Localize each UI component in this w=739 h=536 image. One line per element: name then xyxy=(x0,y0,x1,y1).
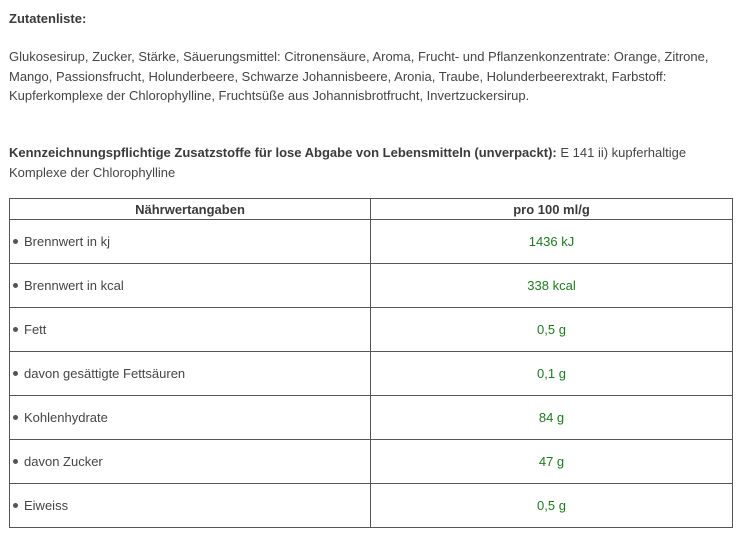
ingredients-title: Zutatenliste: xyxy=(9,11,87,26)
bullet-icon xyxy=(13,283,18,288)
nutrient-label-cell xyxy=(10,352,371,396)
additives-label: Kennzeichnungspflichtige Zusatzstoffe für lose Abgabe von Lebensmitteln (unverpackt): xyxy=(9,145,557,160)
nutrition-header-name: Nährwertangaben xyxy=(10,199,371,220)
nutrient-value: 0,1 g xyxy=(371,352,733,396)
nutrient-label-cell xyxy=(10,396,371,440)
table-row xyxy=(10,440,733,484)
table-row xyxy=(10,396,733,440)
nutrient-label: davon gesättigte Fettsäuren xyxy=(24,366,186,381)
table-row xyxy=(10,352,733,396)
bullet-icon xyxy=(13,415,18,420)
nutrient-label: Brennwert in kj xyxy=(24,234,110,249)
bullet-icon xyxy=(13,371,18,376)
nutrient-label-cell xyxy=(10,264,371,308)
ingredients-text: Glukosesirup, Zucker, Stärke, Säuerungsmittel: Citronensäure, Aroma, Frucht- und Pflanzenkonzentrate: Orange, Zitrone, Mango, Passionsfrucht, Holunderbeere, Schwarze Johannisbeere, Aronia, Traube, Holunderbeerextrakt, Farbstoff: Kupferkomplexe der Chlorophylline, Fruchtsüße aus Johannisbrotfrucht, Invertzuckersirup. xyxy=(9,49,709,103)
nutrition-header-row xyxy=(10,199,733,220)
nutrition-table xyxy=(9,198,733,528)
nutrient-label: Kohlenhydrate xyxy=(24,410,108,425)
bullet-icon xyxy=(13,327,18,332)
nutrient-value: 0,5 g xyxy=(371,484,733,528)
nutrient-label: davon Zucker xyxy=(24,454,103,469)
nutrient-label-cell xyxy=(10,484,371,528)
nutrient-value: 0,5 g xyxy=(371,308,733,352)
nutrient-value: 338 kcal xyxy=(371,264,733,308)
nutrient-label-cell xyxy=(10,308,371,352)
additives-text: E 141 ii) kupferhaltige Komplexe der Chlorophylline xyxy=(9,145,687,180)
table-row xyxy=(10,308,733,352)
nutrient-label: Eiweiss xyxy=(24,498,69,513)
nutrient-label: Fett xyxy=(24,322,47,337)
bullet-icon xyxy=(13,503,18,508)
bullet-icon xyxy=(13,239,18,244)
table-row xyxy=(10,220,733,264)
nutrient-label-cell xyxy=(10,220,371,264)
nutrient-label: Brennwert in kcal xyxy=(24,278,124,293)
nutrient-label-cell xyxy=(10,440,371,484)
nutrient-value: 1436 kJ xyxy=(371,220,733,264)
nutrition-header-value: pro 100 ml/g xyxy=(371,199,733,220)
additives-paragraph xyxy=(9,143,731,182)
nutrient-value: 47 g xyxy=(371,440,733,484)
bullet-icon xyxy=(13,459,18,464)
table-row xyxy=(10,484,733,528)
table-row xyxy=(10,264,733,308)
nutrient-value: 84 g xyxy=(371,396,733,440)
